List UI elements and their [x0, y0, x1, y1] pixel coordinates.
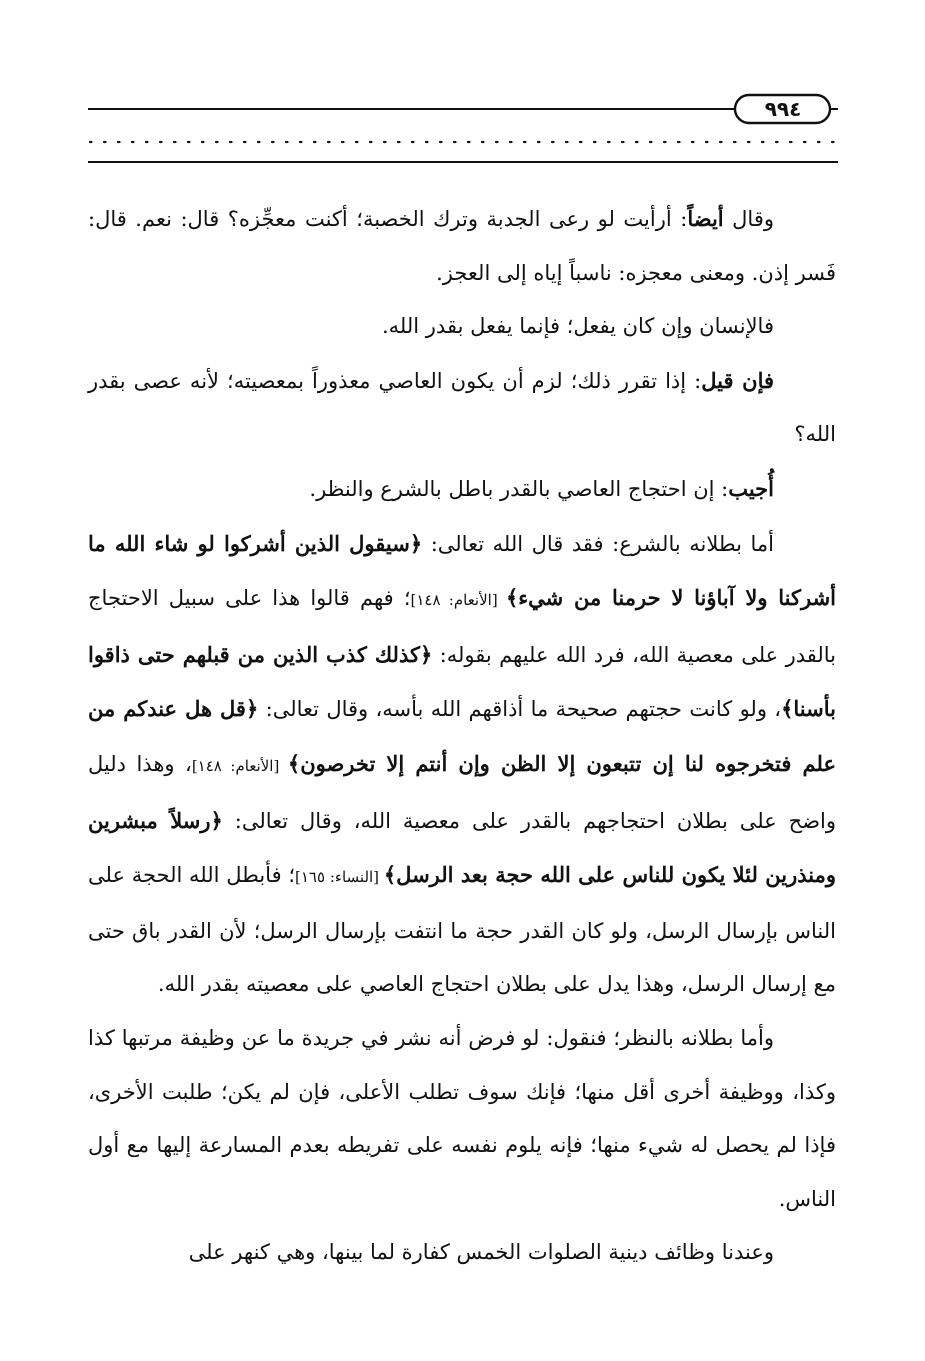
paragraph: [88, 1012, 836, 1226]
text-run: وقال: [723, 207, 774, 231]
text-run: : إن احتجاج العاصي بالقدر باطل بالشرع والنظر.: [309, 476, 729, 501]
verse-reference: [الأنعام: ١٤٨]: [191, 756, 288, 775]
text-run: أما بطلانه بالشرع: فقد قال الله تعالى:: [422, 531, 774, 556]
bold-text: ﴿سيقول الذين أشركوا لو شاء الله ما أشركنا ولا آباؤنا لا حرمنا من شيء﴾: [88, 530, 837, 611]
text-run: : إذا تقرر ذلك؛ لزم أن يكون العاصي معذوراً بمعصيته؛ لأنه عصى بقدر الله؟: [88, 368, 836, 447]
bold-text: أيضاً: [687, 206, 724, 231]
text-run: : أرأيت لو رعى الجدبة وترك الخصبة؛ أكنت معجِّزه؟ قال: نعم. قال: فَسر إذن. ومعنى معجزه: ناسباً إياه إلى العجز.: [88, 207, 836, 285]
header-rules: [0, 0, 925, 175]
paragraph: [88, 354, 836, 462]
page-header: [0, 0, 925, 175]
paragraph: [88, 192, 836, 300]
text-run: ، ولو كانت حجتهم صحيحة ما أذاقهم الله بأسه، وقال تعالى:: [258, 697, 782, 722]
paragraph: [88, 517, 836, 1012]
verse-reference: [النساء: ١٦٥]: [295, 868, 384, 887]
text-run: ؛ فأبطل الله الحجة على الناس بإرسال الرسل، ولو كان القدر حجة ما انتفت بإرسال الرسل؛ لأن القدر باق حتى مع إرسال الرسل، وهذا يدل على بطلان احتجاج العاصي على معصيته بقدر الله.: [88, 863, 836, 997]
bold-text: أُجيب: [728, 475, 774, 501]
text-run: فالإنسان وإن كان يفعل؛ فإنما يفعل بقدر الله.: [381, 314, 774, 339]
bold-text: فإن قيل: [701, 367, 775, 393]
text-run: وعندنا وظائف دينية الصلوات الخمس كفارة لما بينها، وهي كنهر على: [188, 1240, 774, 1265]
paragraph: [88, 300, 836, 354]
paragraph: [88, 1226, 836, 1280]
bold-text: ﴿كذلك كذب الذين من قبلهم حتى ذاقوا بأسنا﴾: [88, 641, 836, 722]
text-run: ؛ فهم قالوا هذا على سبيل الاحتجاج بالقدر على معصية الله، فرد الله عليهم بقوله:: [88, 586, 836, 667]
text-run: ، وهذا دليل واضح على بطلان احتجاجهم بالقدر على معصية الله، وقال تعالى:: [88, 751, 836, 833]
bold-text: ﴿قل هل عندكم من علم فتخرجوه لنا إن تتبعون إلا الظن وإن أنتم إلا تخرصون﴾: [88, 696, 836, 776]
page-body: [88, 192, 836, 1280]
page-number: ٩٩٤: [764, 97, 802, 121]
text-run: وأما بطلانه بالنظر؛ فنقول: لو فرض أنه نشر في جريدة ما عن وظيفة مرتبها كذا وكذا، ووظيفة أخرى أقل منها؛ فإنك سوف تطلب الأعلى، فإن لم يكن؛ طلبت الأخرى، فإذا لم يحصل له شيء منها؛ فإنه يلوم نفسه على تفريطه بعدم المسارعة إليها مع أول الناس.: [88, 1025, 836, 1211]
verse-reference: [الأنعام: ١٤٨]: [410, 591, 506, 610]
paragraph: [88, 462, 836, 517]
bold-text: ﴿رسلاً مبشرين ومنذرين لئلا يكون للناس على الله حجة بعد الرسل﴾: [88, 807, 836, 888]
